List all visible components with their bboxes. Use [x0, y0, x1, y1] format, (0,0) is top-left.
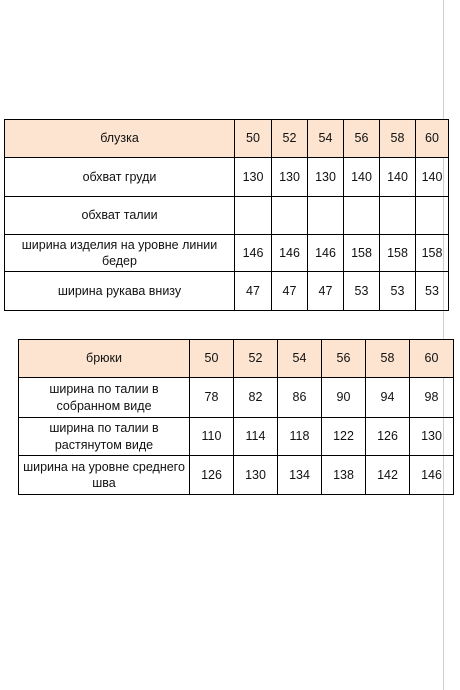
table-row [19, 378, 454, 418]
value-cell: 118 [278, 418, 322, 456]
trousers-header-row [19, 340, 454, 378]
value-cell [235, 197, 272, 235]
size-header-cell: 50 [190, 340, 234, 378]
row-label: ширина на уровне среднего шва [19, 456, 190, 495]
size-header-cell: 58 [366, 340, 410, 378]
value-cell: 122 [322, 418, 366, 456]
trousers-header-label: брюки [19, 340, 190, 378]
row-label: ширина по талии в растянутом виде [19, 418, 190, 456]
size-header-cell: 52 [272, 120, 308, 158]
value-cell: 47 [235, 272, 272, 311]
row-label: ширина рукава внизу [5, 272, 235, 311]
blouse-header-label: блузка [5, 120, 235, 158]
value-cell: 114 [234, 418, 278, 456]
value-cell: 146 [410, 456, 454, 495]
value-cell: 146 [235, 235, 272, 272]
value-cell: 146 [308, 235, 344, 272]
value-cell: 140 [416, 158, 449, 197]
blouse-size-table [4, 119, 449, 311]
size-header-cell: 54 [278, 340, 322, 378]
blouse-header-row [5, 120, 449, 158]
row-label: ширина по талии в собранном виде [19, 378, 190, 418]
size-header-cell: 54 [308, 120, 344, 158]
value-cell: 130 [272, 158, 308, 197]
value-cell: 90 [322, 378, 366, 418]
value-cell: 146 [272, 235, 308, 272]
row-label: обхват талии [5, 197, 235, 235]
size-header-cell: 60 [410, 340, 454, 378]
value-cell: 78 [190, 378, 234, 418]
value-cell: 53 [344, 272, 380, 311]
trousers-size-table [18, 339, 454, 495]
table-row [5, 272, 449, 311]
size-header-cell: 56 [344, 120, 380, 158]
value-cell: 158 [344, 235, 380, 272]
value-cell: 110 [190, 418, 234, 456]
value-cell: 134 [278, 456, 322, 495]
table-row [5, 158, 449, 197]
value-cell: 47 [308, 272, 344, 311]
value-cell: 130 [234, 456, 278, 495]
table-row [5, 235, 449, 272]
value-cell: 126 [366, 418, 410, 456]
value-cell: 158 [380, 235, 416, 272]
value-cell [416, 197, 449, 235]
size-header-cell: 56 [322, 340, 366, 378]
value-cell: 47 [272, 272, 308, 311]
row-label: обхват груди [5, 158, 235, 197]
size-header-cell: 60 [416, 120, 449, 158]
value-cell: 126 [190, 456, 234, 495]
value-cell: 94 [366, 378, 410, 418]
value-cell: 53 [380, 272, 416, 311]
table-row [5, 197, 449, 235]
value-cell [272, 197, 308, 235]
value-cell [380, 197, 416, 235]
value-cell: 130 [235, 158, 272, 197]
value-cell: 142 [366, 456, 410, 495]
size-header-cell: 58 [380, 120, 416, 158]
value-cell: 140 [380, 158, 416, 197]
value-cell: 140 [344, 158, 380, 197]
value-cell: 86 [278, 378, 322, 418]
value-cell: 82 [234, 378, 278, 418]
size-header-cell: 52 [234, 340, 278, 378]
value-cell: 158 [416, 235, 449, 272]
value-cell: 130 [410, 418, 454, 456]
value-cell [344, 197, 380, 235]
table-row [19, 456, 454, 495]
row-label: ширина изделия на уровне линии бедер [5, 235, 235, 272]
value-cell: 53 [416, 272, 449, 311]
value-cell: 98 [410, 378, 454, 418]
table-row [19, 418, 454, 456]
size-header-cell: 50 [235, 120, 272, 158]
value-cell: 138 [322, 456, 366, 495]
value-cell: 130 [308, 158, 344, 197]
value-cell [308, 197, 344, 235]
